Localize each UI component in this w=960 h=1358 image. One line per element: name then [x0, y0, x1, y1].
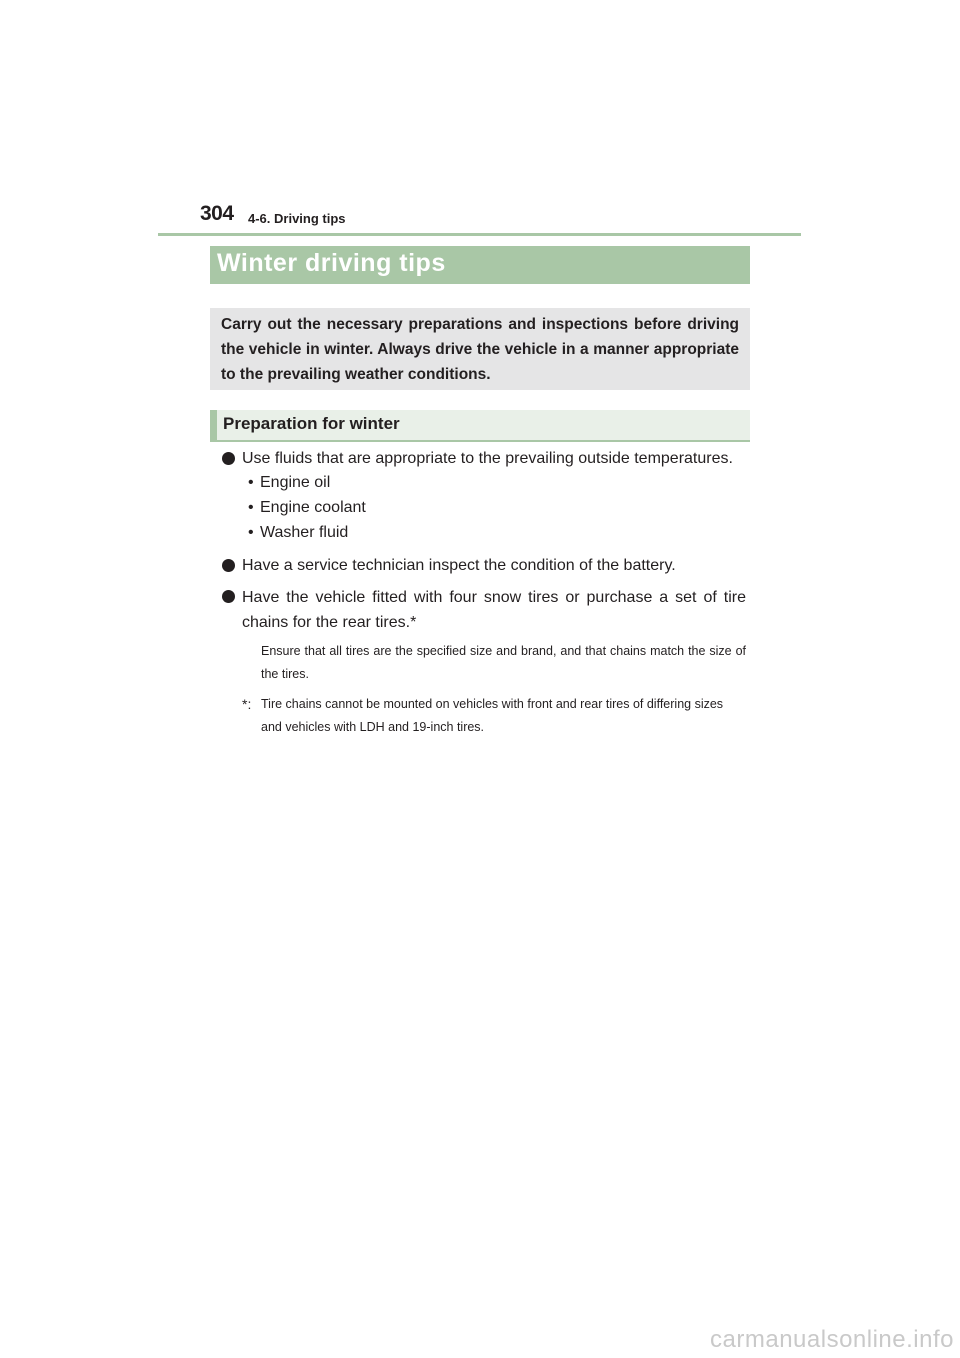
bullet-dot-icon	[222, 559, 235, 572]
page-title-bar	[210, 246, 750, 284]
list-item-label: Washer fluid	[260, 524, 349, 541]
bullet-dot-icon	[222, 452, 235, 465]
sub-bullet-icon: •	[248, 524, 254, 541]
intro-text: Carry out the necessary preparations and inspections before driving the vehicle in winter. Always drive the vehicle in a manner appropriate to the prevailing weather conditions.	[221, 316, 739, 383]
list-item-label: Engine coolant	[260, 499, 366, 516]
bullet-tires-line2: chains for the rear tires.*	[242, 614, 417, 631]
intro-box	[210, 308, 750, 390]
bullet-tires-line1: Have the vehicle fitted with four snow tires or purchase a set of tire	[242, 589, 746, 606]
footnote-text	[256, 693, 746, 739]
tire-note: Ensure that all tires are the specified size and brand, and that chains match the size of the tires.	[261, 644, 746, 681]
list-item-engine-coolant	[248, 499, 366, 517]
bullet-battery: Have a service technician inspect the condition of the battery.	[242, 557, 676, 574]
footnote-body: Tire chains cannot be mounted on vehicles with front and rear tires of differing sizes and vehicles with LDH and 19-inch tires.	[261, 697, 724, 734]
subheading-bar	[210, 410, 750, 442]
bullet-dot-icon	[222, 590, 235, 603]
sub-bullet-icon: •	[248, 499, 254, 516]
watermark-text: carmanualsonline.info	[710, 1326, 954, 1353]
footnote-mark: *:	[242, 696, 252, 712]
page-number: 304	[200, 202, 234, 225]
sub-bullet-icon: •	[248, 474, 254, 491]
header-divider	[158, 233, 801, 236]
list-item-washer-fluid	[248, 524, 348, 542]
page-title: Winter driving tips	[217, 249, 446, 277]
subheading-title: Preparation for winter	[223, 414, 400, 433]
list-item-engine-oil	[248, 474, 330, 492]
section-breadcrumb: 4-6. Driving tips	[248, 211, 346, 226]
bullet-fluids: Use fluids that are appropriate to the prevailing outside temperatures.	[242, 450, 733, 467]
subheading-accent	[210, 410, 217, 440]
list-item-label: Engine oil	[260, 474, 331, 491]
